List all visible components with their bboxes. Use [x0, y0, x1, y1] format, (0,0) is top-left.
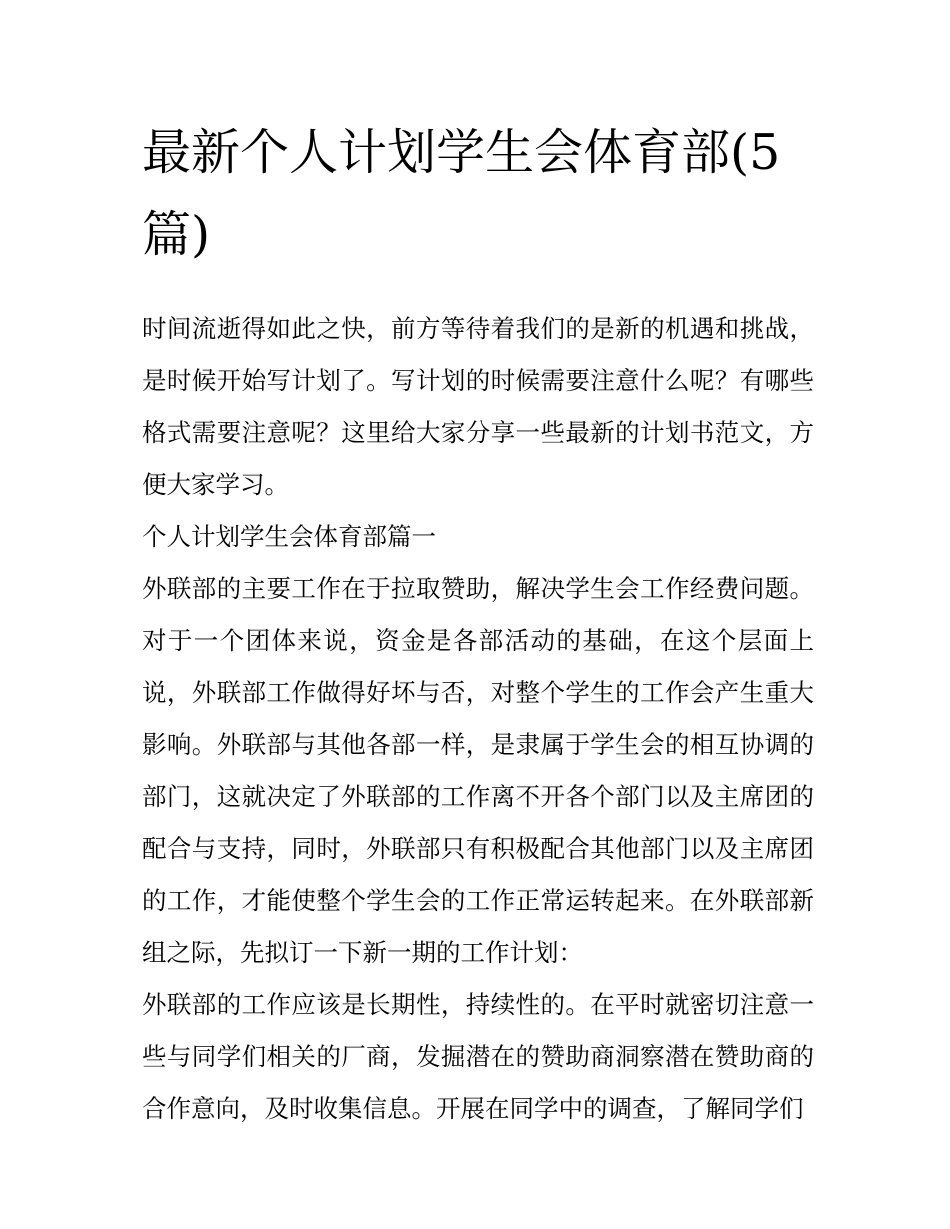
title-block — [142, 112, 814, 276]
document-page — [142, 112, 814, 1135]
intro-paragraph: 时间流逝得如此之快，前方等待着我们的是新的机遇和挑战，是时候开始写计划了。写计划的时候需要注意什么呢？有哪些格式需要注意呢？这里给大家分享一些最新的计划书范文，方便大家学习。 — [142, 314, 814, 499]
document-title: 最新个人计划学生会体育部(5篇) — [142, 124, 781, 263]
body-paragraph-2: 外联部的工作应该是长期性，持续性的。在平时就密切注意一些与同学们相关的厂商，发掘潜在的赞助商洞察潜在赞助商的合作意向，及时收集信息。开展在同学中的调查，了解同学们 — [142, 990, 814, 1123]
document-body — [142, 303, 814, 1135]
body-paragraph-1: 外联部的主要工作在于拉取赞助，解决学生会工作经费问题。对于一个团体来说，资金是各部活动的基础，在这个层面上说，外联部工作做得好坏与否，对整个学生的工作会产生重大影响。外联部与其他各部一样，是隶属于学生会的相互协调的部门，这就决定了外联部的工作离不开各个部门以及主席团的配合与支持，同时，外联部只有积极配合其他部门以及主席团的工作，才能使整个学生会的工作正常运转起来。在外联部新组之际，先拟订一下新一期的工作计划： — [142, 574, 814, 967]
section-heading: 个人计划学生会体育部篇一 — [142, 522, 436, 551]
